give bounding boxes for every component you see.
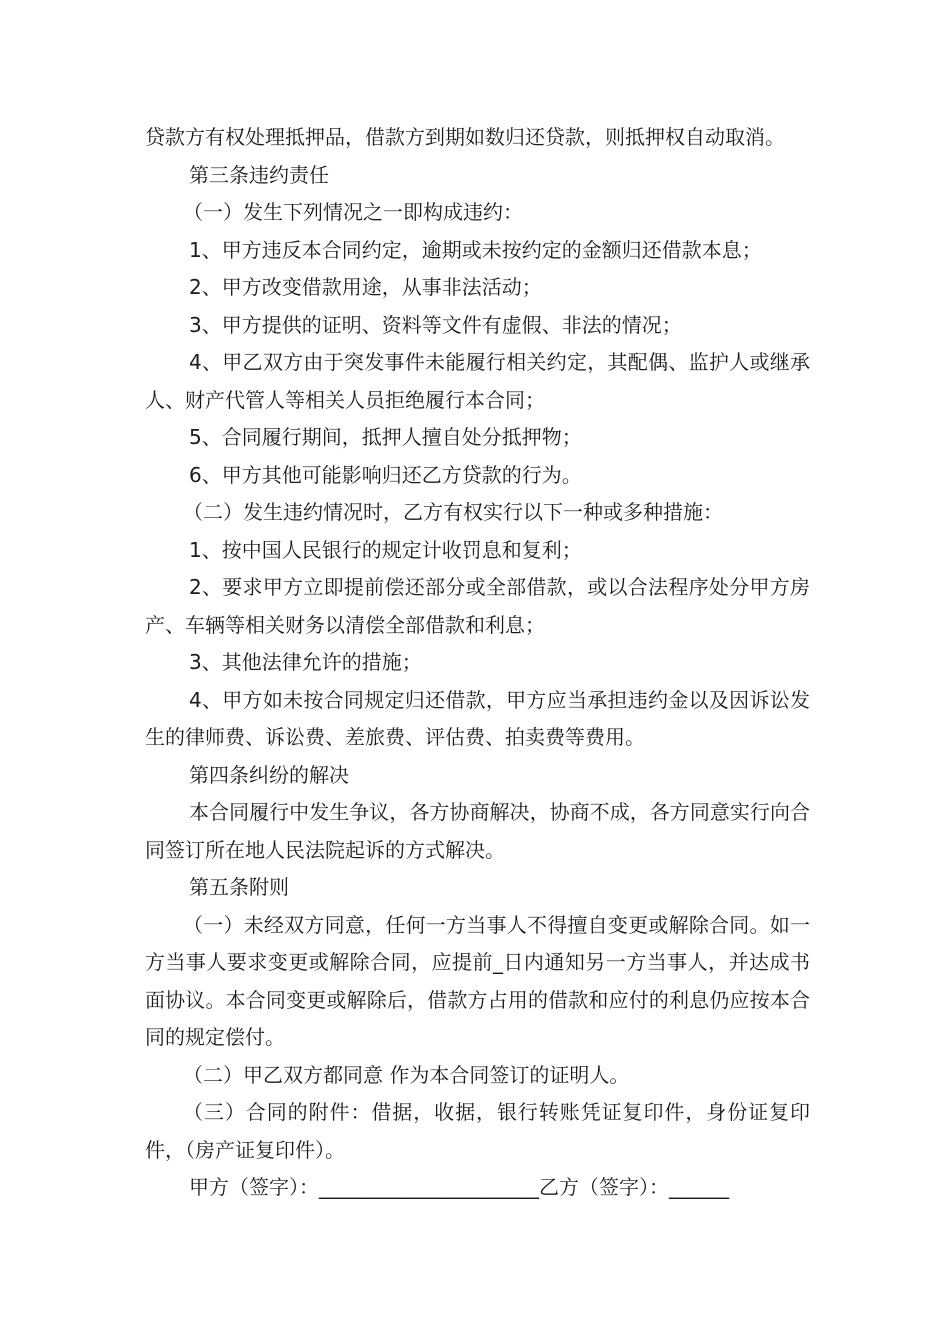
list-item-breach-4: 4、甲乙双方由于突发事件未能履行相关约定，其配偶、监护人或继承人、财产代管人等相关人员拒绝履行本合同； (145, 350, 810, 412)
paragraph-supplement-3: （三）合同的附件：借据，收据，银行转账凭证复印件，身份证复印件，（房产证复印件）。 (145, 1100, 810, 1162)
list-item-remedy-3: 3、其他法律允许的措施； (189, 650, 422, 674)
document-body (145, 119, 810, 1207)
list-item-remedy-2: 2、要求甲方立即提前偿还部分或全部借款，或以合法程序处分甲方房产、车辆等相关财务以清偿全部借款和利息； (145, 575, 810, 637)
list-item-breach-6: 6、甲方其他可能影响归还乙方贷款的行为。 (189, 462, 582, 487)
paragraph-remedy-intro: （二）发生违约情况时，乙方有权实行以下一种或多种措施： (183, 500, 723, 524)
list-item-breach-1: 1、甲方违反本合同约定，逾期或未按约定的金额归还借款本息； (189, 237, 762, 262)
heading-article-3: 第三条违约责任 (189, 162, 329, 187)
heading-article-5: 第五条附则 (189, 875, 289, 899)
list-item-remedy-1: 1、按中国人民银行的规定计收罚息和复利； (189, 537, 582, 562)
heading-article-4: 第四条纠纷的解决 (189, 762, 349, 787)
paragraph-breach-intro: （一）发生下列情况之一即构成违约： (183, 200, 523, 224)
list-item-breach-2: 2、甲方改变借款用途，从事非法活动； (189, 275, 542, 299)
paragraph-dispute-resolution: 本合同履行中发生争议，各方协商解决，协商不成，各方同意实行向合同签订所在地人民法院起诉的方式解决。 (145, 800, 810, 862)
paragraph-mortgage-cancel: 贷款方有权处理抵押品，借款方到期如数归还贷款，则抵押权自动取消。 (145, 125, 785, 149)
paragraph-supplement-1: （一）未经双方同意，任何一方当事人不得擅自变更或解除合同。如一方当事人要求变更或解除合同，应提前_日内通知另一方当事人，并达成书面协议。本合同变更或解除后，借款方占用的借款和应付的利息仍应按本合同的规定偿付。 (145, 912, 810, 1049)
list-item-breach-5: 5、合同履行期间，抵押人擅自处分抵押物； (189, 425, 582, 449)
paragraph-supplement-2: （二）甲乙双方都同意 作为本合同签订的证明人。 (183, 1062, 630, 1087)
signature-line: 甲方（签字）：______________________乙方（签字）：______ (189, 1175, 729, 1199)
list-item-breach-3: 3、甲方提供的证明、资料等文件有虚假、非法的情况； (189, 312, 682, 337)
list-item-remedy-4: 4、甲方如未按合同规定归还借款，甲方应当承担违约金以及因诉讼发生的律师费、诉讼费、差旅费、评估费、拍卖费等费用。 (145, 687, 810, 749)
